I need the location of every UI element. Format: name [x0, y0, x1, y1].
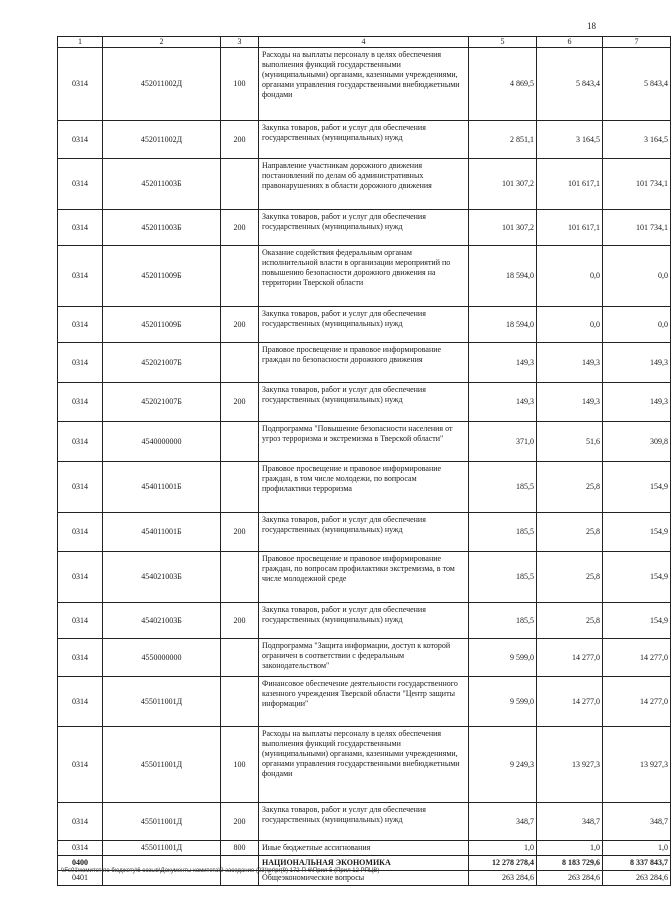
section-code-cell: 0401: [58, 871, 103, 886]
table-row: [58, 841, 671, 856]
section-code-cell: 0314: [58, 307, 103, 343]
amount-col7-cell: 154,9: [603, 462, 671, 513]
section-code-cell: 0314: [58, 677, 103, 727]
item-name-cell: Расходы на выплаты персоналу в целях обеспечения выполнения функций государственными (муниципальными) органами, казенными учреждениями, органами управления государственными внебюджетными фондами: [259, 48, 469, 121]
target-article-cell: 455011001Д: [103, 841, 221, 856]
expense-type-cell: [221, 552, 259, 603]
item-name-cell: Закупка товаров, работ и услуг для обеспечения государственных (муниципальных) нужд: [259, 121, 469, 159]
amount-col6-cell: 263 284,6: [537, 871, 603, 886]
item-name-cell: Закупка товаров, работ и услуг для обеспечения государственных (муниципальных) нужд: [259, 210, 469, 246]
item-name-cell: Расходы на выплаты персоналу в целях обеспечения выполнения функций государственными (муниципальными) органами, казенными учреждениями, органами управления государственными внебюджетными фондами: [259, 727, 469, 803]
amount-col7-cell: 14 277,0: [603, 639, 671, 677]
amount-col7-cell: 5 843,4: [603, 48, 671, 121]
item-name-cell: Общеэкономические вопросы: [259, 871, 469, 886]
item-name-cell: Финансовое обеспечение деятельности государственного казенного учреждения Тверской области "Центр защиты информации": [259, 677, 469, 727]
table-row: [58, 639, 671, 677]
section-code-cell: 0314: [58, 552, 103, 603]
expense-type-cell: 100: [221, 48, 259, 121]
amount-col7-cell: 263 284,6: [603, 871, 671, 886]
amount-col5-cell: 185,5: [469, 513, 537, 552]
document-path-footer: \\Fs01\комитет по бюджету\6 созыв\Документы комитета\9 заседание (23)\pr\pr(9) 172-П-6\Прил 5 (Прил 12 РПЦВ): [61, 868, 380, 874]
expense-type-cell: 200: [221, 307, 259, 343]
section-code-cell: 0314: [58, 246, 103, 307]
amount-col6-cell: 25,8: [537, 603, 603, 639]
item-name-cell: Закупка товаров, работ и услуг для обеспечения государственных (муниципальных) нужд: [259, 307, 469, 343]
amount-col6-cell: 1,0: [537, 841, 603, 856]
amount-col6-cell: 101 617,1: [537, 159, 603, 210]
amount-col5-cell: 12 278 278,4: [469, 856, 537, 871]
table-row: [58, 210, 671, 246]
section-code-cell: 0314: [58, 210, 103, 246]
section-code-cell: 0314: [58, 841, 103, 856]
amount-col7-cell: 154,9: [603, 552, 671, 603]
amount-col6-cell: 149,3: [537, 383, 603, 422]
table-row: [58, 727, 671, 803]
amount-col5-cell: 348,7: [469, 803, 537, 841]
amount-col7-cell: 309,8: [603, 422, 671, 462]
table-row: [58, 246, 671, 307]
section-code-cell: 0314: [58, 803, 103, 841]
table-row: [58, 307, 671, 343]
target-article-cell: 4540000000: [103, 422, 221, 462]
amount-col5-cell: 9 599,0: [469, 639, 537, 677]
amount-col6-cell: 25,8: [537, 552, 603, 603]
amount-col6-cell: 14 277,0: [537, 677, 603, 727]
expense-type-cell: 200: [221, 803, 259, 841]
target-article-cell: 452011003Б: [103, 159, 221, 210]
amount-col5-cell: 185,5: [469, 603, 537, 639]
amount-col5-cell: 1,0: [469, 841, 537, 856]
amount-col6-cell: 51,6: [537, 422, 603, 462]
table-row: [58, 803, 671, 841]
item-name-cell: Закупка товаров, работ и услуг для обеспечения государственных (муниципальных) нужд: [259, 803, 469, 841]
amount-col6-cell: 101 617,1: [537, 210, 603, 246]
amount-col7-cell: 13 927,3: [603, 727, 671, 803]
amount-col5-cell: 371,0: [469, 422, 537, 462]
expense-type-cell: [221, 422, 259, 462]
expense-type-cell: [221, 677, 259, 727]
amount-col5-cell: 149,3: [469, 343, 537, 383]
target-article-cell: 454021003Б: [103, 552, 221, 603]
target-article-cell: 455011001Д: [103, 727, 221, 803]
section-code-cell: 0314: [58, 121, 103, 159]
amount-col5-cell: 18 594,0: [469, 307, 537, 343]
section-code-cell: 0314: [58, 159, 103, 210]
target-article-cell: 452011009Б: [103, 307, 221, 343]
section-code-cell: 0400: [58, 856, 103, 871]
amount-col7-cell: 101 734,1: [603, 210, 671, 246]
item-name-cell: Закупка товаров, работ и услуг для обеспечения государственных (муниципальных) нужд: [259, 513, 469, 552]
expense-type-cell: 200: [221, 383, 259, 422]
expense-type-cell: [221, 343, 259, 383]
target-article-cell: 452011009Б: [103, 246, 221, 307]
amount-col5-cell: 101 307,2: [469, 159, 537, 210]
expense-type-cell: 100: [221, 727, 259, 803]
table-row: [58, 48, 671, 121]
item-name-cell: Направление участникам дорожного движения постановлений по делам об административных правонарушениях в области дорожного движения: [259, 159, 469, 210]
amount-col6-cell: 14 277,0: [537, 639, 603, 677]
amount-col5-cell: 2 851,1: [469, 121, 537, 159]
amount-col5-cell: 4 869,5: [469, 48, 537, 121]
expense-type-cell: 800: [221, 841, 259, 856]
target-article-cell: 452021007Б: [103, 343, 221, 383]
table-row: [58, 121, 671, 159]
column-header-4: 4: [259, 37, 469, 48]
target-article-cell: 455011001Д: [103, 677, 221, 727]
amount-col6-cell: 25,8: [537, 462, 603, 513]
table-row: [58, 552, 671, 603]
amount-col7-cell: 0,0: [603, 307, 671, 343]
amount-col5-cell: 185,5: [469, 462, 537, 513]
expense-type-cell: 200: [221, 121, 259, 159]
target-article-cell: 454011001Б: [103, 513, 221, 552]
amount-col5-cell: 149,3: [469, 383, 537, 422]
expense-type-cell: [221, 639, 259, 677]
item-name-cell: Правовое просвещение и правовое информирование граждан, по вопросам профилактики экстремизма, в том числе молодежной среде: [259, 552, 469, 603]
target-article-cell: 455011001Д: [103, 803, 221, 841]
amount-col6-cell: 0,0: [537, 246, 603, 307]
item-name-cell: Закупка товаров, работ и услуг для обеспечения государственных (муниципальных) нужд: [259, 383, 469, 422]
target-article-cell: 452011003Б: [103, 210, 221, 246]
item-name-cell: Закупка товаров, работ и услуг для обеспечения государственных (муниципальных) нужд: [259, 603, 469, 639]
budget-table: [57, 36, 671, 886]
amount-col7-cell: 0,0: [603, 246, 671, 307]
section-code-cell: 0314: [58, 462, 103, 513]
table-row: [58, 603, 671, 639]
column-header-7: 7: [603, 37, 671, 48]
section-code-cell: 0314: [58, 383, 103, 422]
expense-type-cell: [221, 462, 259, 513]
expense-type-cell: 200: [221, 513, 259, 552]
amount-col7-cell: 149,3: [603, 343, 671, 383]
column-header-5: 5: [469, 37, 537, 48]
amount-col7-cell: 8 337 843,7: [603, 856, 671, 871]
expense-type-cell: 200: [221, 210, 259, 246]
section-code-cell: 0314: [58, 48, 103, 121]
table-row: [58, 513, 671, 552]
amount-col7-cell: 3 164,5: [603, 121, 671, 159]
section-code-cell: 0314: [58, 639, 103, 677]
table-body: [58, 48, 671, 886]
amount-col6-cell: 149,3: [537, 343, 603, 383]
page-number: 18: [587, 21, 596, 31]
amount-col6-cell: 3 164,5: [537, 121, 603, 159]
amount-col7-cell: 149,3: [603, 383, 671, 422]
amount-col7-cell: 348,7: [603, 803, 671, 841]
item-name-cell: Правовое просвещение и правовое информирование граждан по безопасности дорожного движения: [259, 343, 469, 383]
amount-col6-cell: 25,8: [537, 513, 603, 552]
target-article-cell: 452021007Б: [103, 383, 221, 422]
item-name-cell: Иные бюджетные ассигнования: [259, 841, 469, 856]
amount-col7-cell: 14 277,0: [603, 677, 671, 727]
target-article-cell: 452011002Д: [103, 48, 221, 121]
column-header-2: 2: [103, 37, 221, 48]
amount-col6-cell: 5 843,4: [537, 48, 603, 121]
target-article-cell: 4550000000: [103, 639, 221, 677]
amount-col6-cell: 0,0: [537, 307, 603, 343]
section-code-cell: 0314: [58, 343, 103, 383]
target-article-cell: 454021003Б: [103, 603, 221, 639]
section-code-cell: 0314: [58, 603, 103, 639]
amount-col7-cell: 101 734,1: [603, 159, 671, 210]
item-name-cell: Правовое просвещение и правовое информирование граждан, в том числе молодежи, по вопросам профилактики терроризма: [259, 462, 469, 513]
column-header-6: 6: [537, 37, 603, 48]
table-row: [58, 677, 671, 727]
table-row: [58, 422, 671, 462]
column-header-1: 1: [58, 37, 103, 48]
amount-col6-cell: 348,7: [537, 803, 603, 841]
amount-col5-cell: 263 284,6: [469, 871, 537, 886]
amount-col7-cell: 154,9: [603, 603, 671, 639]
item-name-cell: НАЦИОНАЛЬНАЯ ЭКОНОМИКА: [259, 856, 469, 871]
amount-col6-cell: 8 183 729,6: [537, 856, 603, 871]
amount-col5-cell: 9 249,3: [469, 727, 537, 803]
target-article-cell: 452011002Д: [103, 121, 221, 159]
table-row: [58, 383, 671, 422]
table-header: [58, 37, 671, 48]
table-row: [58, 159, 671, 210]
expense-type-cell: [221, 246, 259, 307]
amount-col6-cell: 13 927,3: [537, 727, 603, 803]
header-row: [58, 37, 671, 48]
amount-col5-cell: 101 307,2: [469, 210, 537, 246]
amount-col7-cell: 154,9: [603, 513, 671, 552]
amount-col5-cell: 18 594,0: [469, 246, 537, 307]
expense-type-cell: [221, 159, 259, 210]
item-name-cell: Подпрограмма "Повышение безопасности населения от угроз терроризма и экстремизма в Тверской области": [259, 422, 469, 462]
table-row: [58, 462, 671, 513]
section-code-cell: 0314: [58, 422, 103, 462]
amount-col7-cell: 1,0: [603, 841, 671, 856]
section-code-cell: 0314: [58, 727, 103, 803]
item-name-cell: Подпрограмма "Защита информации, доступ к которой ограничен в соответствии с федеральным законодательством": [259, 639, 469, 677]
expense-type-cell: 200: [221, 603, 259, 639]
table-row: [58, 343, 671, 383]
column-header-3: 3: [221, 37, 259, 48]
target-article-cell: 454011001Б: [103, 462, 221, 513]
amount-col5-cell: 185,5: [469, 552, 537, 603]
section-code-cell: 0314: [58, 513, 103, 552]
item-name-cell: Оказание содействия федеральным органам исполнительной власти в организации мероприятий по повышению безопасности дорожного движения на территории Тверской области: [259, 246, 469, 307]
amount-col5-cell: 9 599,0: [469, 677, 537, 727]
